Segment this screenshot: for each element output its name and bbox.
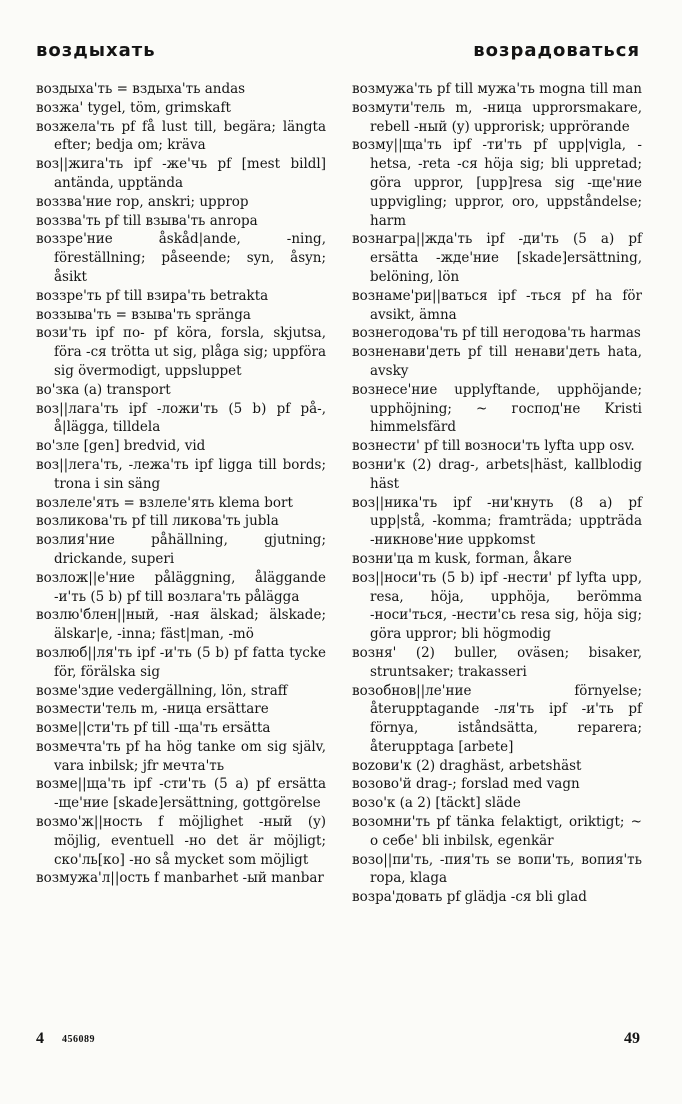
dictionary-entry: возня' (2) buller, oväsen; bisaker, struntsaker; trakasseri xyxy=(352,644,642,680)
dictionary-entry: вознегодова'ть pf till негодова'ть harmas xyxy=(352,325,641,342)
dictionary-entry: возме||ща'ть ipf -сти'ть (5 a) pf ersätta -ще'ние [skade]ersättning, gottgörelse xyxy=(36,776,326,812)
running-header xyxy=(36,40,640,66)
dictionary-entry: возлож||е'ние påläggning, åläggande -и'ть (5 b) pf till возлага'ть pålägga xyxy=(36,569,326,605)
signature-number: 4 xyxy=(36,1030,44,1047)
dictionary-entry: возни'к (2) drag-, arbets|häst, kallblodig häst xyxy=(352,456,642,492)
dictionary-entry: вознести' pf till возноси'ть lyfta upp osv. xyxy=(352,438,635,455)
dictionary-entry: возни'ца m kusk, forman, åkare xyxy=(352,550,572,567)
dictionary-entry: во'зка (a) transport xyxy=(36,381,171,398)
dictionary-entry: возра'довать pf glädja -ся bli glad xyxy=(352,889,587,906)
dictionary-entry: возликова'ть pf till ликова'ть jubla xyxy=(36,513,279,530)
dictionary-entry: возжа' tygel, töm, grimskaft xyxy=(36,99,231,116)
dictionary-entry: возмужа'л||ость f manbarhet -ый manbar xyxy=(36,870,324,887)
dictionary-entry: вози'ть ipf по- pf köra, forsla, skjutsa, föra -ся trötta ut sig, plåga sig; uppföra sig övermodigt, uppsluppet xyxy=(36,325,326,379)
page-footer xyxy=(36,1030,640,1050)
dictionary-entry: возлю'блен||ный, -ная älskad; älskade; älskar|e, -inna; fäst|man, -mö xyxy=(36,607,326,643)
dictionary-entry: возмужа'ть pf till мужа'ть mogna till man xyxy=(352,81,642,97)
dictionary-entry: возму||ща'ть ipf -ти'ть pf upp|vigla, -hetsa, -reta -ся höja sig; bli uppretad; göra uppror, [upp]resa sig -ще'ние uppvigling; uppror, oro, uppståndelse; harm xyxy=(352,137,642,229)
dictionary-entry: воз||носи'ть (5 b) ipf -нести' pf lyfta upp, resa, höja, upphöja, berömma -носи'ться, -нести'сь resa sig, höja sig; göra uppror; bli högmodig xyxy=(352,569,642,643)
print-code: 456089 xyxy=(62,1034,95,1045)
dictionary-entry: возлия'ние påhällning, gjutning; drickande, superi xyxy=(36,532,326,567)
dictionary-entry: воззре'ть pf till взира'ть betrakta xyxy=(36,287,269,304)
right-column xyxy=(352,80,642,907)
dictionary-entry: возмути'тель m, -ница upprorsmakare, rebell -ный (y) upprorisk; upprörande xyxy=(352,99,642,135)
left-column xyxy=(36,80,326,888)
dictionary-entry: возлеле'ять = взлеле'ять klema bort xyxy=(36,494,293,511)
dictionary-entry: возомни'ть pf tänka felaktigt, oriktigt; ~ о себе' bli inbilsk, egenkär xyxy=(352,814,642,849)
dictionary-entry: вознаме'ри||ваться ipf -ться pf ha för avsikt, ämna xyxy=(352,287,642,323)
dictionary-entry: возненави'деть pf till ненави'деть hata, avsky xyxy=(352,344,642,379)
dictionary-entry: вознесе'ние upplyftande, upphöjande; upphöjning; ~ господ'не Kristi himmelsfärd xyxy=(352,381,642,436)
dictionary-entry: возжела'ть pf få lust till, begära; längta efter; bedja om; kräva xyxy=(36,118,326,154)
dictionary-entry: воз||жига'ть ipf -же'чь pf [mest bildl] antända, upptända xyxy=(36,156,326,191)
dictionary-entry: возмести'тель m, -ница ersättare xyxy=(36,701,269,718)
dictionary-entry: воззре'ние åskåd|ande, -ning, föreställning; påseende; syn, åsyn; åsikt xyxy=(36,231,326,285)
dictionary-entry: возо||пи'ть, -пия'ть se вопи'ть, вопия'ть ropa, klaga xyxy=(352,851,642,887)
header-last-word: возрадоваться xyxy=(473,40,640,61)
dictionary-entry: воздыха'ть = вздыха'ть andas xyxy=(36,81,246,97)
dictionary-entry: воззва'ть pf till взыва'ть anropa xyxy=(36,212,258,229)
dictionary-entry: вozови'к (2) draghäst, arbetshäst xyxy=(352,757,582,774)
dictionary-entry: возо'к (a 2) [täckt] släde xyxy=(352,795,521,812)
dictionary-entry: во'зле [gen] bredvid, vid xyxy=(36,438,206,455)
header-first-word: воздыхать xyxy=(36,40,156,61)
dictionary-entry: вознагра||жда'ть ipf -ди'ть (5 a) pf ersätta -жде'ние [skade]ersättning, belöning, lön xyxy=(352,231,642,285)
dictionary-entry: воз||лега'ть, -лежа'ть ipf ligga till bords; trona i sin säng xyxy=(36,456,326,492)
dictionary-entry: возово'й drag-; forslad med vagn xyxy=(352,776,580,793)
page-number: 49 xyxy=(624,1030,640,1047)
dictionary-entry: воз||ника'ть ipf -ни'кнуть (8 a) pf upp|stå, -komma; framträda; uppträda -никнове'ние uppkomst xyxy=(352,494,642,549)
dictionary-entry: возмо'ж||ность f möjlighet -ный (y) möjlig, eventuell -но det är möjligt; ско'ль[ко] -но så mycket som möjligt xyxy=(36,814,326,868)
dictionary-entry: воз||лага'ть ipf -ложи'ть (5 b) pf på-, å|lägga, tilldela xyxy=(36,400,326,436)
dictionary-entry: возмечта'ть pf ha hög tanke om sig själv, vara inbilsk; jfr мечта'ть xyxy=(36,738,326,774)
dictionary-entry: воззва'ние rop, anskri; upprop xyxy=(36,193,249,210)
dictionary-entry: воззыва'ть = взыва'ть spränga xyxy=(36,306,251,323)
dictionary-entry: возме||сти'ть pf till -ща'ть ersätta xyxy=(36,720,271,737)
dictionary-entry: возобнов||ле'ние förnyelse; återupptagande -ля'ть ipf -и'ть pf förnya, iståndsätta, reparera; återupptaga [arbete] xyxy=(352,682,642,755)
dictionary-entry: возме'здие vedergällning, lön, straff xyxy=(36,682,288,699)
dictionary-entry: возлюб||ля'ть ipf -и'ть (5 b) pf fatta tycke för, förälska sig xyxy=(36,644,326,680)
